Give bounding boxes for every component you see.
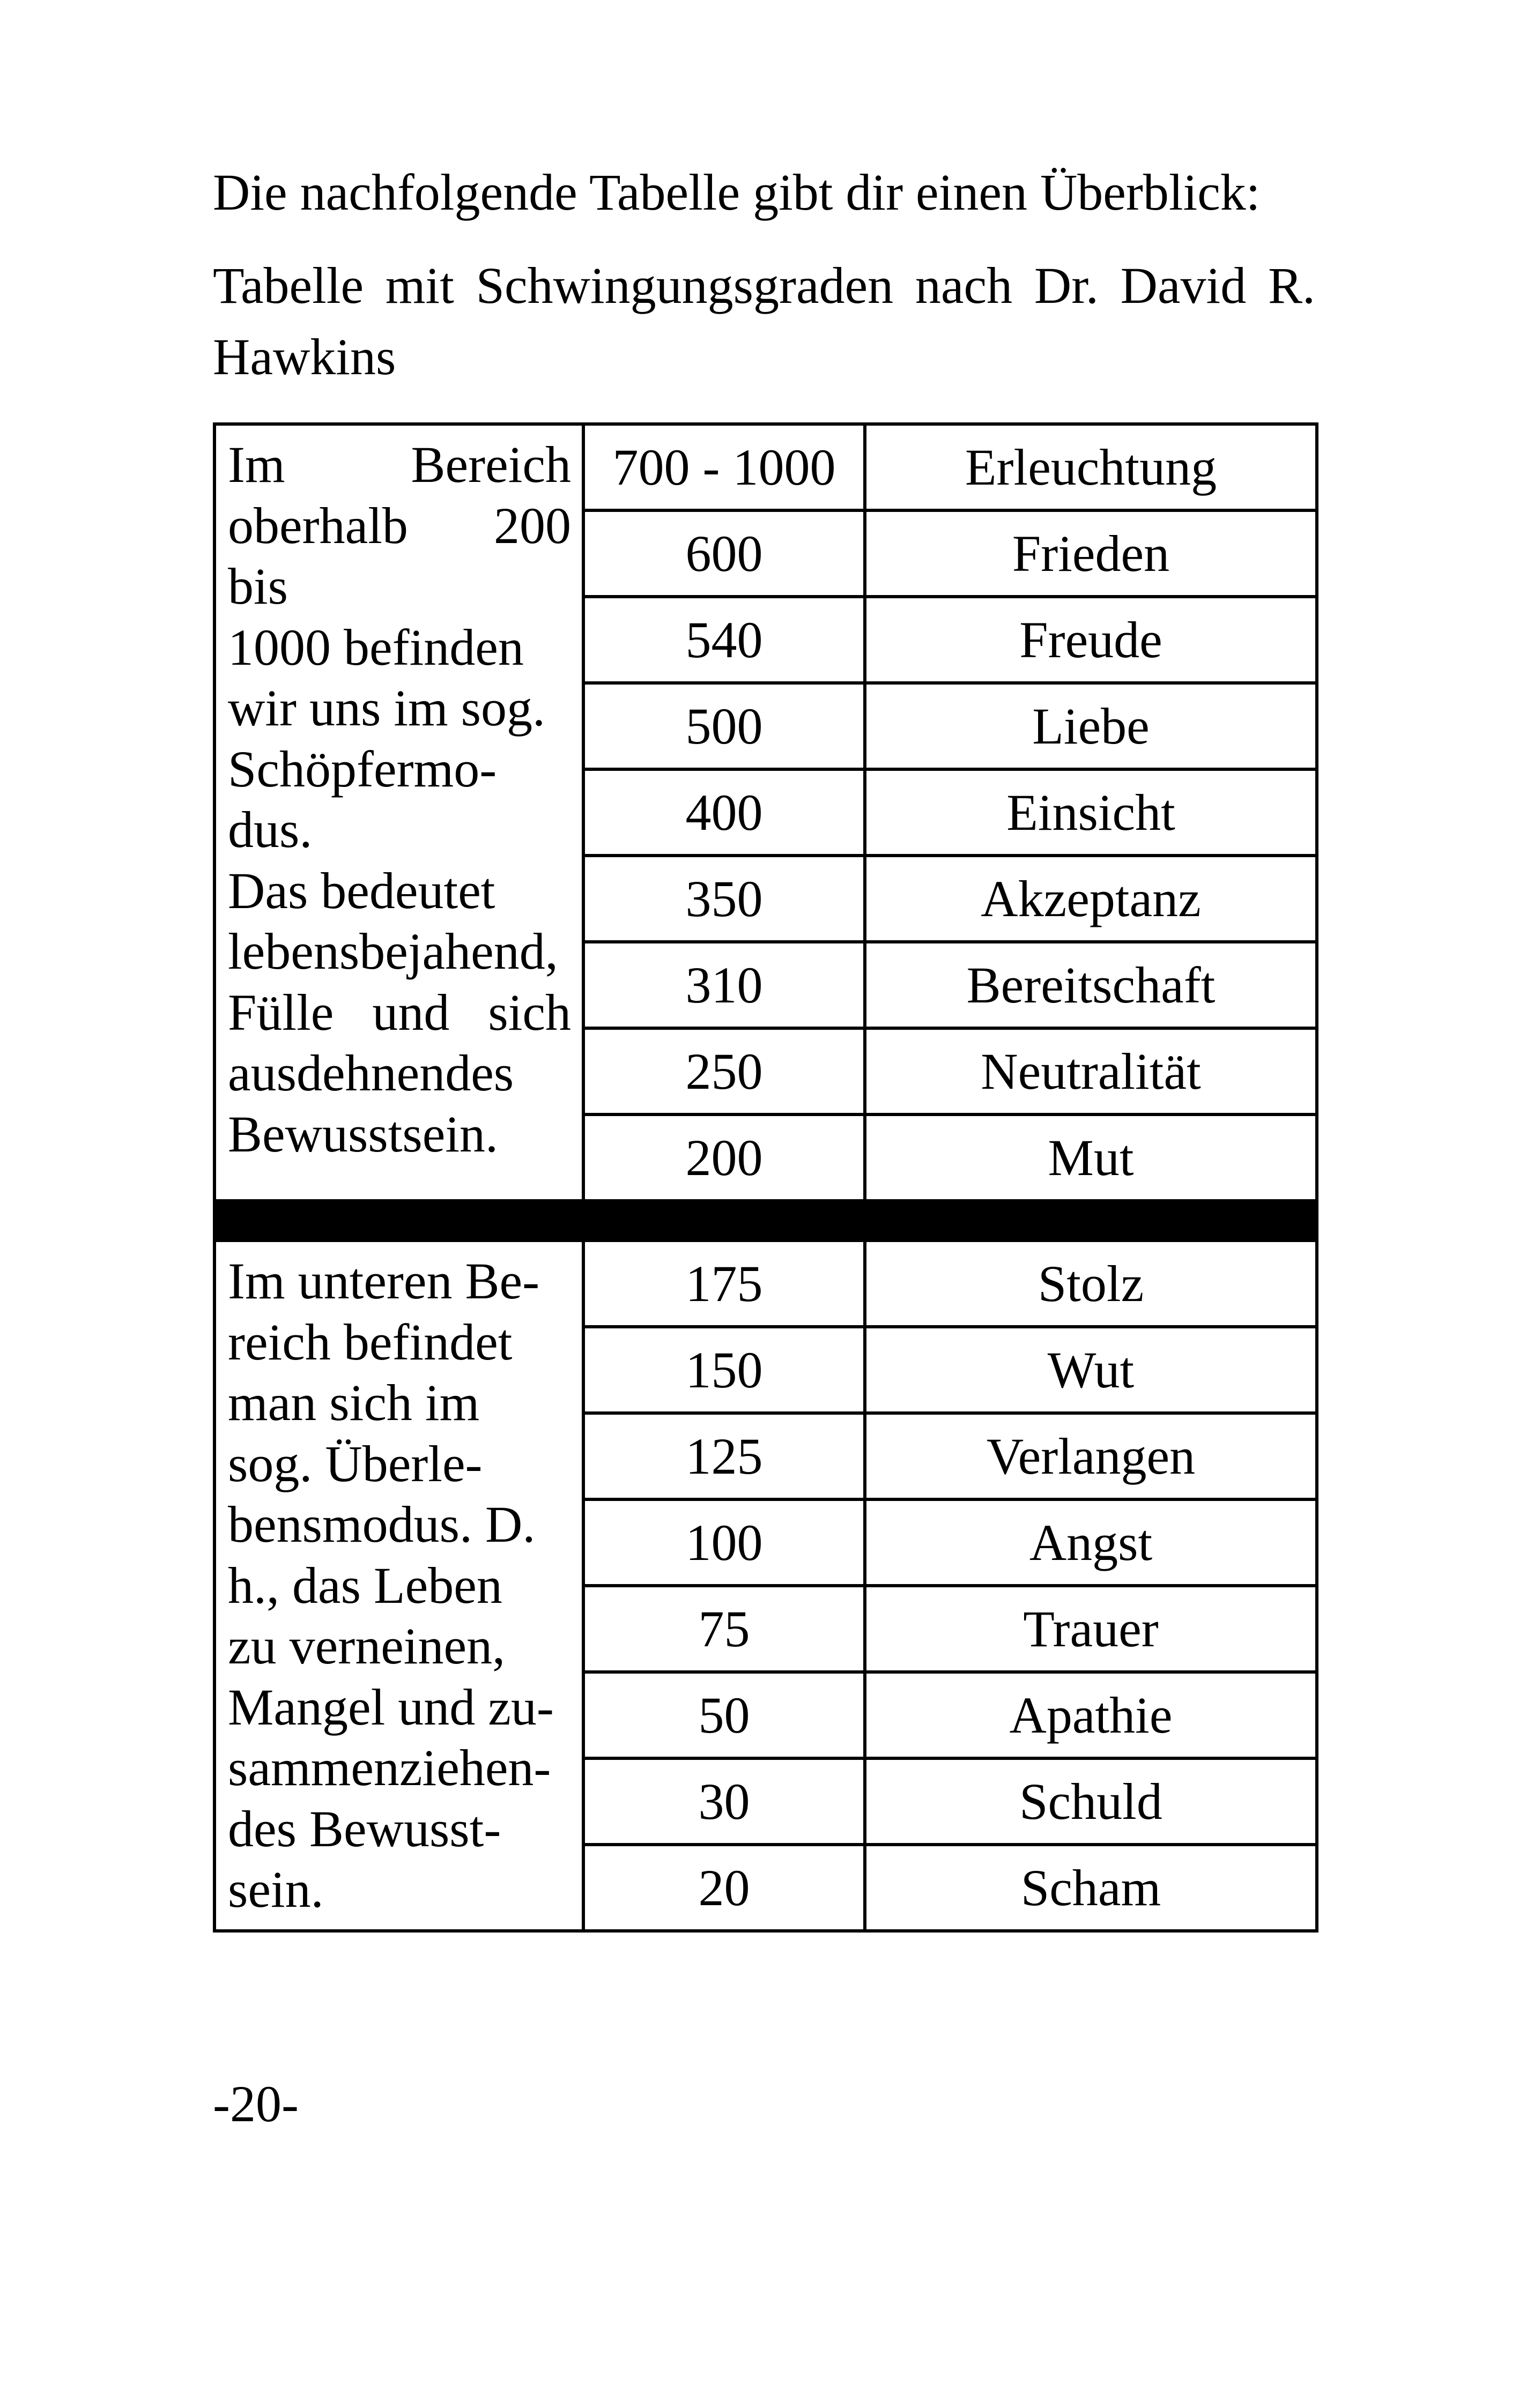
description-line: lebensbejahend, xyxy=(228,923,558,980)
description-line: Mangel und zu- xyxy=(228,1678,554,1736)
level-label: Stolz xyxy=(865,1240,1317,1327)
level-label: Trauer xyxy=(865,1586,1317,1672)
level-value: 400 xyxy=(583,769,865,856)
level-label: Liebe xyxy=(865,683,1317,769)
level-label: Freude xyxy=(865,597,1317,683)
table-caption-line-1: Tabelle mit Schwingungsgraden nach Dr. David R. xyxy=(213,257,1315,314)
level-label: Scham xyxy=(865,1845,1317,1931)
level-value: 200 xyxy=(583,1114,865,1201)
level-value: 175 xyxy=(583,1240,865,1327)
level-value: 600 xyxy=(583,510,865,597)
level-label: Neutralität xyxy=(865,1028,1317,1114)
level-value: 150 xyxy=(583,1327,865,1413)
table-caption xyxy=(213,250,1315,392)
description-line: Bewusstsein. xyxy=(228,1105,498,1163)
level-value: 310 xyxy=(583,942,865,1028)
level-value: 350 xyxy=(583,856,865,942)
separator-row xyxy=(214,1201,1317,1240)
level-value: 20 xyxy=(583,1845,865,1931)
intro-text: Die nachfolgende Tabelle gibt dir einen Überblick: xyxy=(213,163,1261,221)
upper-range-description xyxy=(214,424,583,1201)
level-value: 700 - 1000 xyxy=(583,424,865,510)
description-line: reich befindet xyxy=(228,1313,513,1371)
level-label: Mut xyxy=(865,1114,1317,1201)
level-label: Erleuchtung xyxy=(865,424,1317,510)
description-line: wir uns im sog. xyxy=(228,679,546,737)
level-label: Wut xyxy=(865,1327,1317,1413)
level-value: 50 xyxy=(583,1672,865,1758)
description-line: des Bewusst- xyxy=(228,1800,501,1857)
description-line: Das bedeutet xyxy=(228,861,495,919)
level-label: Schuld xyxy=(865,1758,1317,1845)
level-label: Angst xyxy=(865,1499,1317,1586)
level-label: Einsicht xyxy=(865,769,1317,856)
table-row xyxy=(214,424,1317,510)
level-value: 75 xyxy=(583,1586,865,1672)
description-line: Schöpfermo- xyxy=(228,740,497,798)
level-value: 30 xyxy=(583,1758,865,1845)
description-line: 1000 befinden xyxy=(228,618,524,676)
description-line: dus. xyxy=(228,801,313,858)
description-line: man sich im xyxy=(228,1374,480,1431)
description-line: oberhalb 200 xyxy=(228,496,571,554)
description-line: sein. xyxy=(228,1861,324,1918)
level-label: Apathie xyxy=(865,1672,1317,1758)
level-label: Frieden xyxy=(865,510,1317,597)
level-label: Verlangen xyxy=(865,1413,1317,1499)
level-value: 100 xyxy=(583,1499,865,1586)
description-line: bis xyxy=(228,558,288,615)
description-line: Im unteren Be- xyxy=(228,1252,540,1310)
level-value: 540 xyxy=(583,597,865,683)
table-row xyxy=(214,1240,1317,1327)
level-value: 250 xyxy=(583,1028,865,1114)
table-caption-line-2: Hawkins xyxy=(213,328,396,385)
vibration-levels-table xyxy=(213,422,1318,1933)
page-number: -20- xyxy=(213,2075,299,2132)
description-line: ausdehnendes xyxy=(228,1044,514,1102)
level-value: 500 xyxy=(583,683,865,769)
lower-range-description xyxy=(214,1240,583,1931)
level-label: Akzeptanz xyxy=(865,856,1317,942)
description-line: sog. Überle- xyxy=(228,1435,483,1492)
level-value: 125 xyxy=(583,1413,865,1499)
description-line: Im Bereich xyxy=(228,436,571,493)
description-line: bensmodus. D. xyxy=(228,1496,536,1553)
description-line: zu verneinen, xyxy=(228,1617,506,1675)
level-label: Bereitschaft xyxy=(865,942,1317,1028)
description-line: sammenziehen- xyxy=(228,1739,551,1796)
description-line: h., das Leben xyxy=(228,1556,502,1614)
black-separator-band xyxy=(214,1201,1317,1240)
description-line: Fülle und sich xyxy=(228,983,571,1041)
